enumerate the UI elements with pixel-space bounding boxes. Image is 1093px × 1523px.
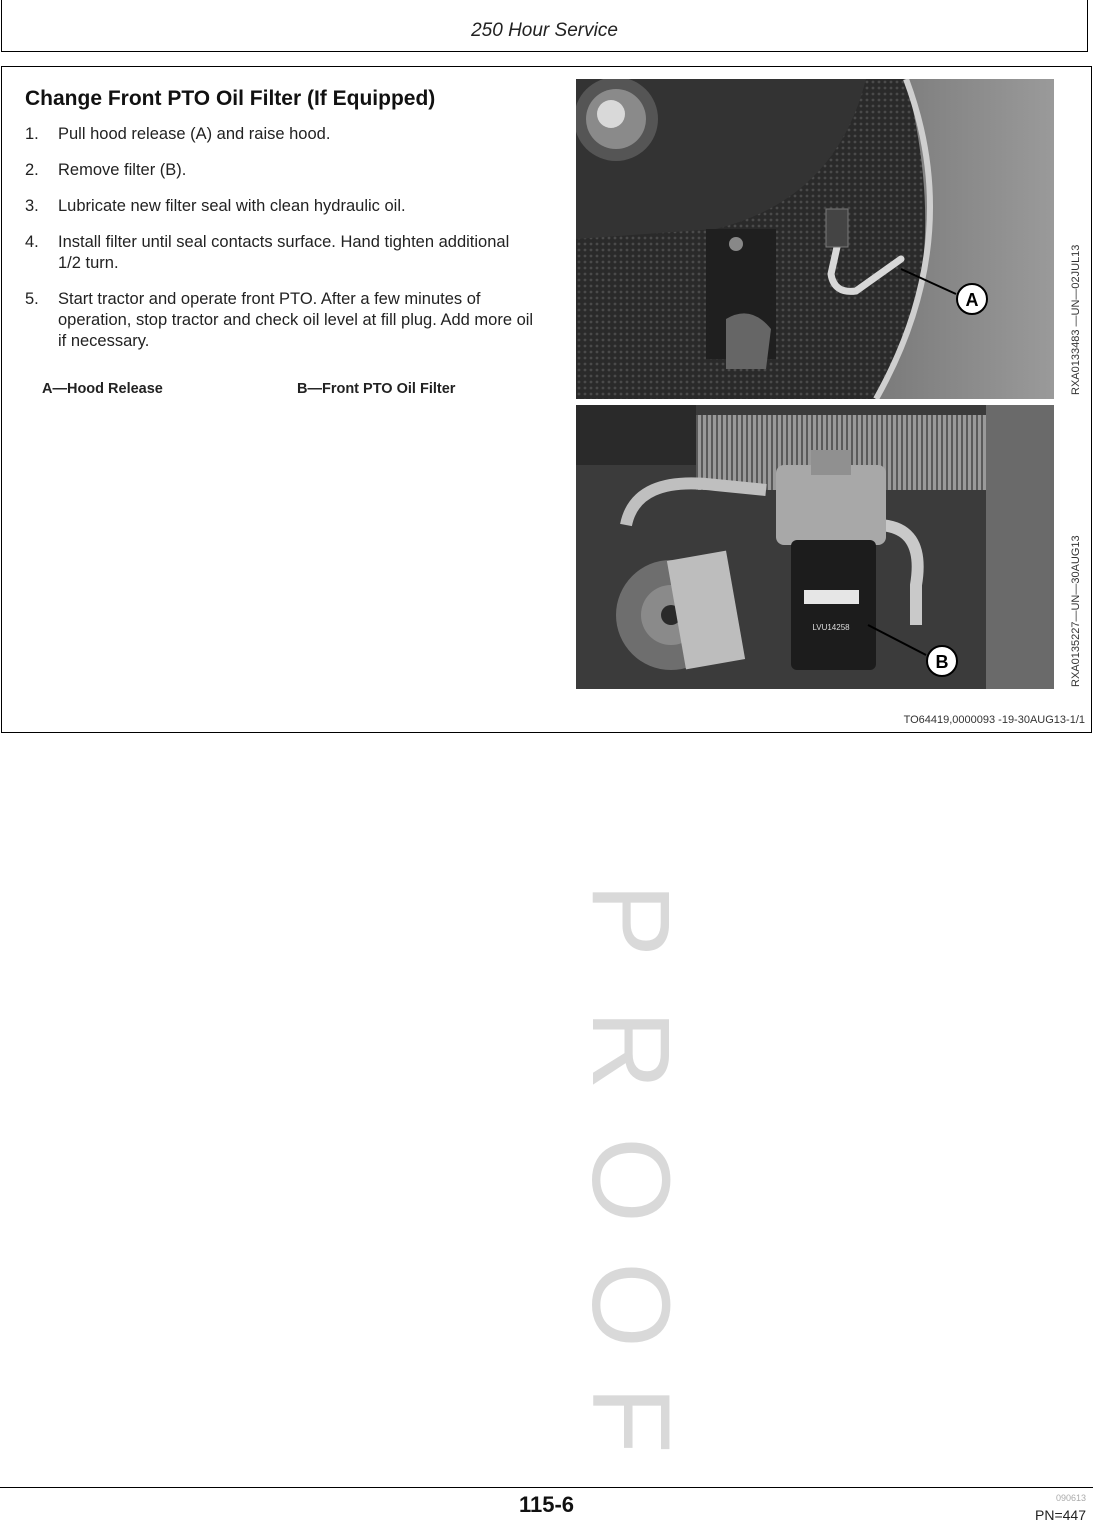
callout-a: A — [965, 290, 979, 310]
watermark-letter: O — [569, 1262, 692, 1348]
step-item — [25, 289, 535, 352]
pto-filter-illustration — [576, 405, 1054, 689]
step-text: Remove filter (B). — [58, 161, 187, 179]
step-text: Pull hood release (A) and raise hood. — [58, 125, 331, 143]
watermark-letter: O — [569, 1137, 692, 1223]
step-number: 2. — [25, 161, 39, 179]
step-item — [25, 124, 535, 145]
steps-list — [25, 124, 535, 367]
content-panel — [1, 66, 1092, 733]
watermark-letter: P — [569, 883, 692, 957]
photo-hood-release — [576, 79, 1054, 399]
footer-pn: PN=447 — [1035, 1507, 1086, 1523]
figure-code-a: RXA0133483 —UN—02JUL13 — [1070, 244, 1082, 395]
figure-code-b: RXA0135227—UN—30AUG13 — [1070, 535, 1082, 687]
step-item — [25, 232, 535, 274]
hood-release-illustration — [576, 79, 1054, 399]
step-number: 4. — [25, 233, 39, 251]
page-header — [1, 0, 1088, 52]
section-title: Change Front PTO Oil Filter (If Equipped) — [25, 87, 436, 110]
document-reference: TO64419,0000093 -19-30AUG13-1/1 — [903, 714, 1085, 726]
watermark-letter: F — [569, 1386, 692, 1454]
step-item — [25, 196, 535, 217]
step-item — [25, 160, 535, 181]
step-text: Start tractor and operate front PTO. After a few minutes of operation, stop tractor and check oil level at fill plug. Add more oil if necessary. — [58, 290, 534, 350]
watermark-letter: R — [569, 1010, 692, 1090]
legend-b: B—Front PTO Oil Filter — [297, 381, 456, 397]
footer-small-code: 090613 — [1055, 1493, 1086, 1503]
step-text: Install filter until seal contacts surface. Hand tighten additional 1/2 turn. — [58, 233, 510, 272]
step-number: 5. — [25, 290, 39, 308]
header-title: 250 Hour Service — [471, 20, 618, 41]
step-number: 1. — [25, 125, 39, 143]
step-number: 3. — [25, 197, 39, 215]
filter-label: LVU14258 — [812, 623, 850, 632]
photo-pto-oil-filter — [576, 405, 1054, 689]
legend-a: A—Hood Release — [42, 381, 163, 397]
step-text: Lubricate new filter seal with clean hydraulic oil. — [58, 197, 406, 215]
footer-divider — [0, 1487, 1093, 1488]
page-number: 115-6 — [518, 1492, 575, 1517]
callout-b: B — [935, 652, 949, 672]
